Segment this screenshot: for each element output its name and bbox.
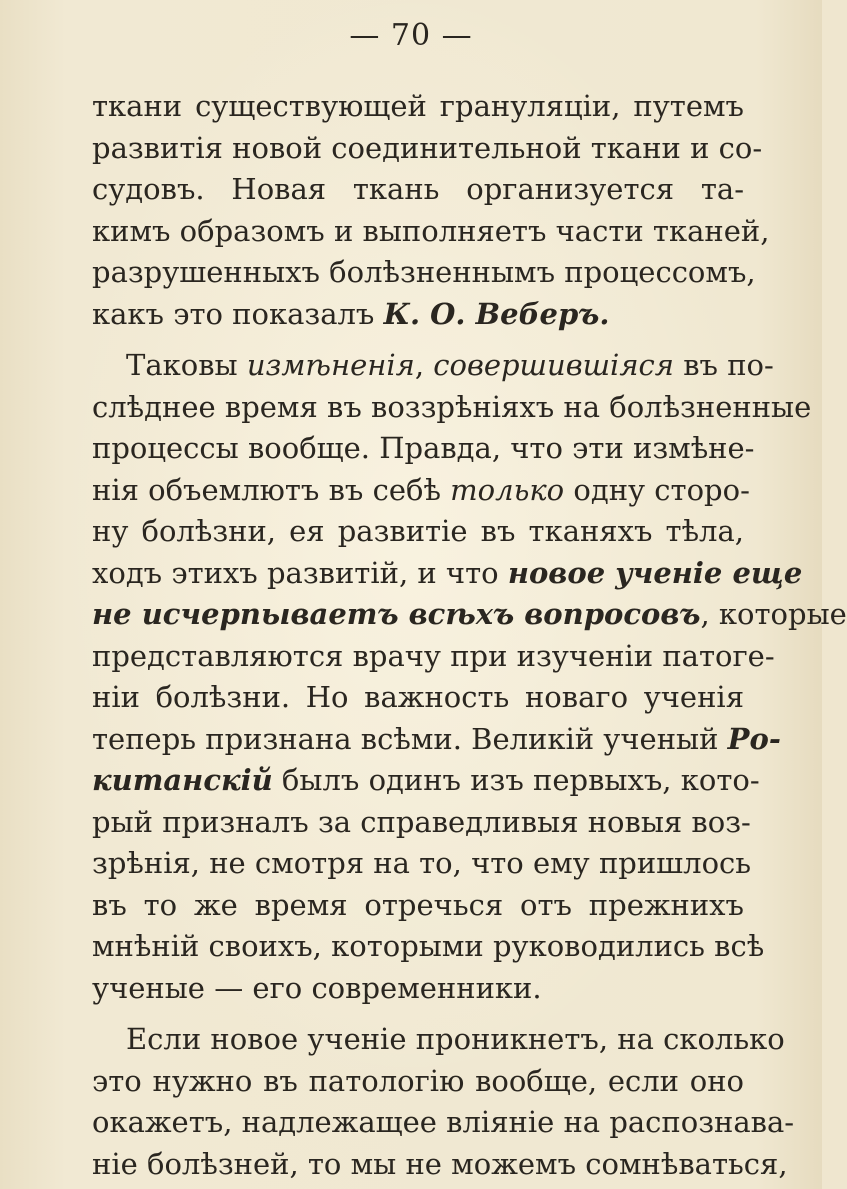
text-line (92, 1144, 788, 1186)
text-line (92, 428, 755, 470)
text-run: разрушенныхъ болѣзненнымъ процессомъ, (92, 255, 756, 289)
text-run: ніе болѣзней, то мы не можемъ сомнѣваться, (92, 1146, 788, 1181)
emphasized-text: новое ученіе еще (507, 555, 803, 590)
page-number: — 70 — (349, 18, 473, 53)
emphasized-text: Ро- (727, 721, 781, 756)
emphasized-text: только (450, 472, 565, 507)
text-run: рый призналъ за справедливыя новыя воз- (92, 804, 751, 839)
text-line (92, 128, 763, 170)
text-line (92, 1061, 744, 1103)
text-run: какъ это показалъ (92, 296, 384, 331)
text-run: ученые — его современники. (92, 970, 542, 1005)
text-run: это нужно въ патологію вообще, если оно (92, 1063, 744, 1098)
text-line (92, 169, 744, 211)
text-run: слѣднее время въ воззрѣніяхъ на болѣзненные (92, 389, 812, 424)
text-line (92, 885, 744, 927)
text-line (92, 511, 744, 553)
text-run: процессы вообще. Правда, что эти измѣне- (92, 431, 755, 465)
text-line (92, 719, 781, 761)
text-run: нія объемлютъ въ себѣ (92, 472, 451, 507)
text-line (92, 843, 752, 885)
text-line (92, 553, 803, 595)
body-text (92, 86, 847, 1185)
text-run: теперь признана всѣми. Великій ученый (92, 721, 728, 756)
text-line (92, 252, 756, 294)
text-line (92, 926, 765, 968)
text-line (92, 470, 750, 512)
text-run: ходъ этихъ развитій, и что (92, 555, 508, 590)
text-run: Если новое ученіе проникнетъ, на сколько (126, 1022, 785, 1056)
text-run: , которые (700, 597, 847, 631)
text-line (92, 760, 760, 802)
text-run: зрѣнія, не смотря на то, что ему пришлось (92, 846, 752, 880)
text-line (92, 211, 770, 253)
paragraph (92, 345, 847, 1009)
text-line (92, 968, 744, 1010)
paragraph (92, 1019, 795, 1185)
text-line (92, 294, 744, 336)
text-run: ну болѣзни, ея развитіе въ тканяхъ тѣла, (92, 514, 744, 548)
text-run: окажетъ, надлежащее вліяніе на распознава- (92, 1105, 795, 1139)
text-run: въ то же время отречься отъ прежнихъ (92, 887, 744, 922)
text-line (92, 802, 751, 844)
text-run: ткани существующей грануляціи, путемъ (92, 89, 744, 123)
emphasized-text: совершившіяся (433, 348, 674, 382)
text-line (92, 86, 744, 128)
text-run: судовъ. Новая ткань организуется та- (92, 172, 744, 206)
text-run: развитія новой соединительной ткани и со- (92, 130, 763, 165)
emphasized-text: измѣненія (246, 348, 415, 382)
text-run: мнѣній своихъ, которыми руководились всѣ (92, 929, 765, 963)
text-run: въ по- (673, 348, 774, 382)
text-run: представляются врачу при изученіи патоге- (92, 638, 775, 673)
emphasized-text: К. О. Веберъ. (383, 296, 610, 331)
text-run: одну сторо- (564, 472, 750, 507)
text-line (92, 1102, 795, 1144)
text-run: ніи болѣзни. Но важность новаго ученія (92, 680, 744, 714)
text-line (92, 594, 847, 636)
text-run: кимъ образомъ и выполняетъ части тканей, (92, 213, 770, 248)
text-line (92, 345, 774, 387)
text-run: , (414, 348, 434, 382)
text-line (92, 387, 812, 429)
emphasized-text: китанскій (92, 763, 273, 797)
emphasized-text: не исчерпываетъ всѣхъ вопросовъ (92, 597, 701, 631)
text-run: Таковы (126, 348, 247, 382)
paragraph (92, 86, 770, 335)
text-line (92, 1019, 785, 1061)
text-run: былъ одинъ изъ первыхъ, кото- (272, 763, 760, 797)
text-line (92, 677, 744, 719)
text-line (92, 636, 775, 678)
